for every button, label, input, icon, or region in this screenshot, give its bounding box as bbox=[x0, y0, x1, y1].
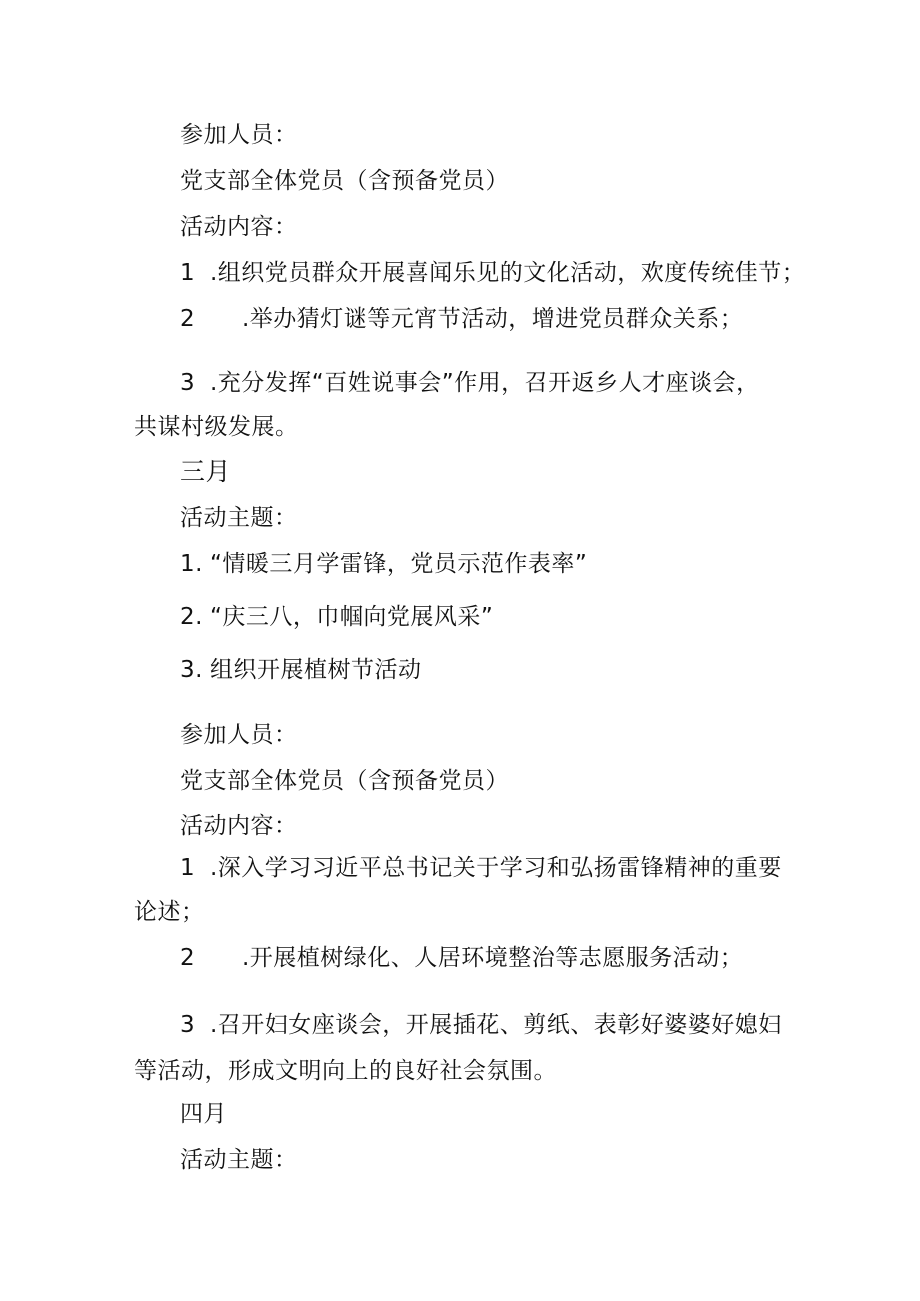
theme-text: “情暖三月学雷锋，党员示范作表率” bbox=[210, 551, 588, 577]
month-title: 四月 bbox=[180, 1101, 227, 1127]
item-number: 2 bbox=[180, 945, 196, 971]
participants-label: 参加人员： bbox=[180, 722, 298, 748]
content-item bbox=[180, 943, 743, 973]
item-text-continued: 等活动，形成文明向上的良好社会氛围。 bbox=[134, 1058, 557, 1084]
theme-text: “庆三八，巾帼向党展风采” bbox=[210, 604, 494, 630]
month-title: 三月 bbox=[180, 457, 232, 486]
content-item bbox=[180, 1010, 782, 1040]
theme-number: 3. bbox=[180, 657, 203, 683]
theme-number: 2. bbox=[180, 604, 203, 630]
content-item bbox=[180, 258, 805, 288]
item-text: .充分发挥“百姓说事会”作用，召开返乡人才座谈会， bbox=[210, 370, 760, 396]
item-number: 1 bbox=[180, 260, 196, 286]
participants-text: 党支部全体党员（含预备党员） bbox=[180, 768, 509, 794]
item-text: .举办猜灯谜等元宵节活动，增进党员群众关系； bbox=[242, 306, 744, 332]
content-label: 活动内容： bbox=[180, 813, 298, 839]
theme-item bbox=[180, 602, 493, 632]
item-number: 3 bbox=[180, 370, 196, 396]
participants-label: 参加人员： bbox=[180, 122, 298, 148]
item-text: .组织党员群众开展喜闻乐见的文化活动，欢度传统佳节； bbox=[210, 260, 806, 286]
item-number: 2 bbox=[180, 306, 196, 332]
item-text: .开展植树绿化、人居环境整治等志愿服务活动； bbox=[242, 945, 744, 971]
content-item bbox=[180, 304, 743, 334]
content-item bbox=[180, 853, 782, 883]
content-item bbox=[180, 368, 760, 398]
theme-number: 1. bbox=[180, 551, 203, 577]
item-number: 1 bbox=[180, 855, 196, 881]
item-text: .深入学习习近平总书记关于学习和弘扬雷锋精神的重要 bbox=[210, 855, 782, 881]
participants-text: 党支部全体党员（含预备党员） bbox=[180, 168, 509, 194]
item-number: 3 bbox=[180, 1012, 196, 1038]
item-text: .召开妇女座谈会，开展插花、剪纸、表彰好婆婆好媳妇 bbox=[210, 1012, 782, 1038]
theme-item bbox=[180, 655, 422, 685]
theme-text: 组织开展植树节活动 bbox=[210, 657, 422, 683]
content-label: 活动内容： bbox=[180, 214, 298, 240]
item-text-continued: 共谋村级发展。 bbox=[134, 414, 299, 440]
theme-item bbox=[180, 549, 587, 579]
theme-label: 活动主题： bbox=[180, 505, 298, 531]
item-text-continued: 论述； bbox=[134, 899, 205, 925]
theme-label: 活动主题： bbox=[180, 1147, 298, 1173]
